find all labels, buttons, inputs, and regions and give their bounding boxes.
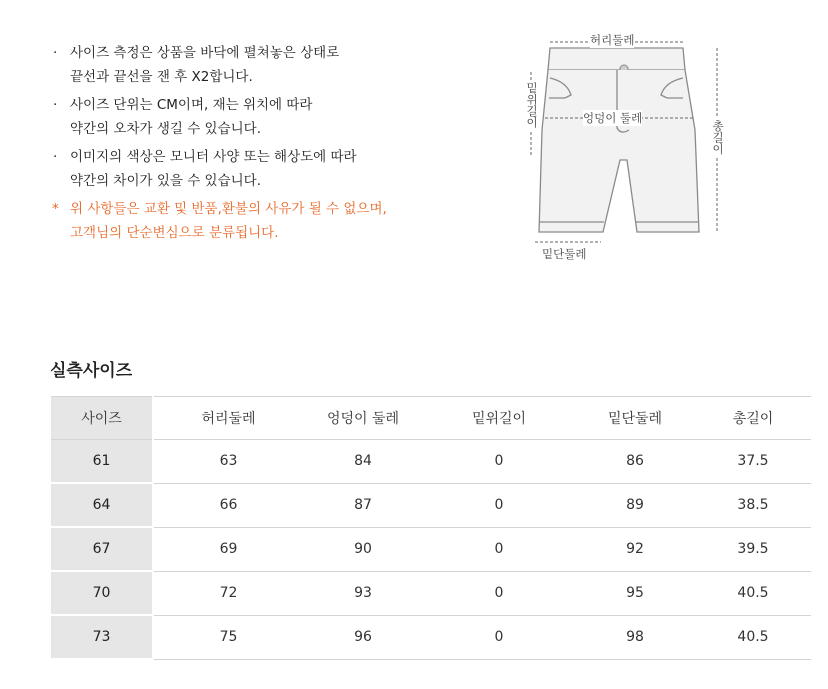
table-row xyxy=(51,483,811,527)
table-cell: 75 xyxy=(153,615,303,659)
table-cell: 40.5 xyxy=(695,615,811,659)
note-line: 약간의 오차가 생길 수 있습니다. xyxy=(70,121,261,137)
table-cell: 90 xyxy=(303,527,423,571)
hem-label: 밑단둘레 xyxy=(542,247,587,261)
size-cell: 67 xyxy=(51,527,153,571)
note-bullet: · xyxy=(53,149,58,165)
table-header-row xyxy=(51,397,811,440)
header-hip: 엉덩이 둘레 xyxy=(303,397,423,440)
table-cell: 66 xyxy=(153,483,303,527)
section-title: 실측사이즈 xyxy=(50,361,133,381)
table-cell: 96 xyxy=(303,615,423,659)
note-warning xyxy=(50,197,490,245)
length-label: 총길이 xyxy=(711,120,725,155)
table-cell: 72 xyxy=(153,571,303,615)
note-color xyxy=(50,145,490,193)
warning-asterisk: * xyxy=(52,201,59,217)
header-rise: 밑위길이 xyxy=(423,397,575,440)
table-cell: 92 xyxy=(575,527,695,571)
shorts-diagram xyxy=(505,20,755,270)
warning-line: 위 사항들은 교환 및 반품,환불의 사유가 될 수 없으며, xyxy=(70,201,387,217)
header-length: 총길이 xyxy=(695,397,811,440)
table-cell: 0 xyxy=(423,571,575,615)
table-cell: 37.5 xyxy=(695,440,811,484)
table-cell: 89 xyxy=(575,483,695,527)
table-cell: 0 xyxy=(423,483,575,527)
header-hem: 밑단둘레 xyxy=(575,397,695,440)
table-cell: 40.5 xyxy=(695,571,811,615)
table-row xyxy=(51,440,811,484)
hip-label: 엉덩이 둘레 xyxy=(583,111,643,125)
waist-label: 허리둘레 xyxy=(590,33,635,47)
note-measure xyxy=(50,41,490,89)
note-line: 사이즈 단위는 CM이며, 재는 위치에 따라 xyxy=(70,97,313,113)
table-cell: 84 xyxy=(303,440,423,484)
size-cell: 70 xyxy=(51,571,153,615)
size-cell: 64 xyxy=(51,483,153,527)
table-cell: 98 xyxy=(575,615,695,659)
note-bullet: · xyxy=(53,45,58,61)
table-cell: 0 xyxy=(423,615,575,659)
table-cell: 39.5 xyxy=(695,527,811,571)
table-cell: 95 xyxy=(575,571,695,615)
table-cell: 0 xyxy=(423,440,575,484)
note-unit xyxy=(50,93,490,141)
table-row xyxy=(51,571,811,615)
table-cell: 63 xyxy=(153,440,303,484)
size-table xyxy=(51,396,811,660)
table-row xyxy=(51,615,811,659)
warning-line: 고객님의 단순변심으로 분류됩니다. xyxy=(70,225,279,241)
table-cell: 0 xyxy=(423,527,575,571)
header-waist: 허리둘레 xyxy=(153,397,303,440)
size-cell: 73 xyxy=(51,615,153,659)
note-line: 사이즈 측정은 상품을 바닥에 펼쳐놓은 상태로 xyxy=(70,45,340,61)
table-row xyxy=(51,527,811,571)
header-size: 사이즈 xyxy=(51,397,153,440)
size-notes xyxy=(50,41,490,249)
note-line: 이미지의 색상은 모니터 사양 또는 해상도에 따라 xyxy=(70,149,357,165)
table-cell: 69 xyxy=(153,527,303,571)
note-line: 끝선과 끝선을 잰 후 X2합니다. xyxy=(70,69,253,85)
rise-label: 밑위길이 xyxy=(525,82,539,128)
size-cell: 61 xyxy=(51,440,153,484)
note-line: 약간의 차이가 있을 수 있습니다. xyxy=(70,173,261,189)
table-cell: 87 xyxy=(303,483,423,527)
table-cell: 86 xyxy=(575,440,695,484)
table-cell: 93 xyxy=(303,571,423,615)
table-cell: 38.5 xyxy=(695,483,811,527)
note-bullet: · xyxy=(53,97,58,113)
